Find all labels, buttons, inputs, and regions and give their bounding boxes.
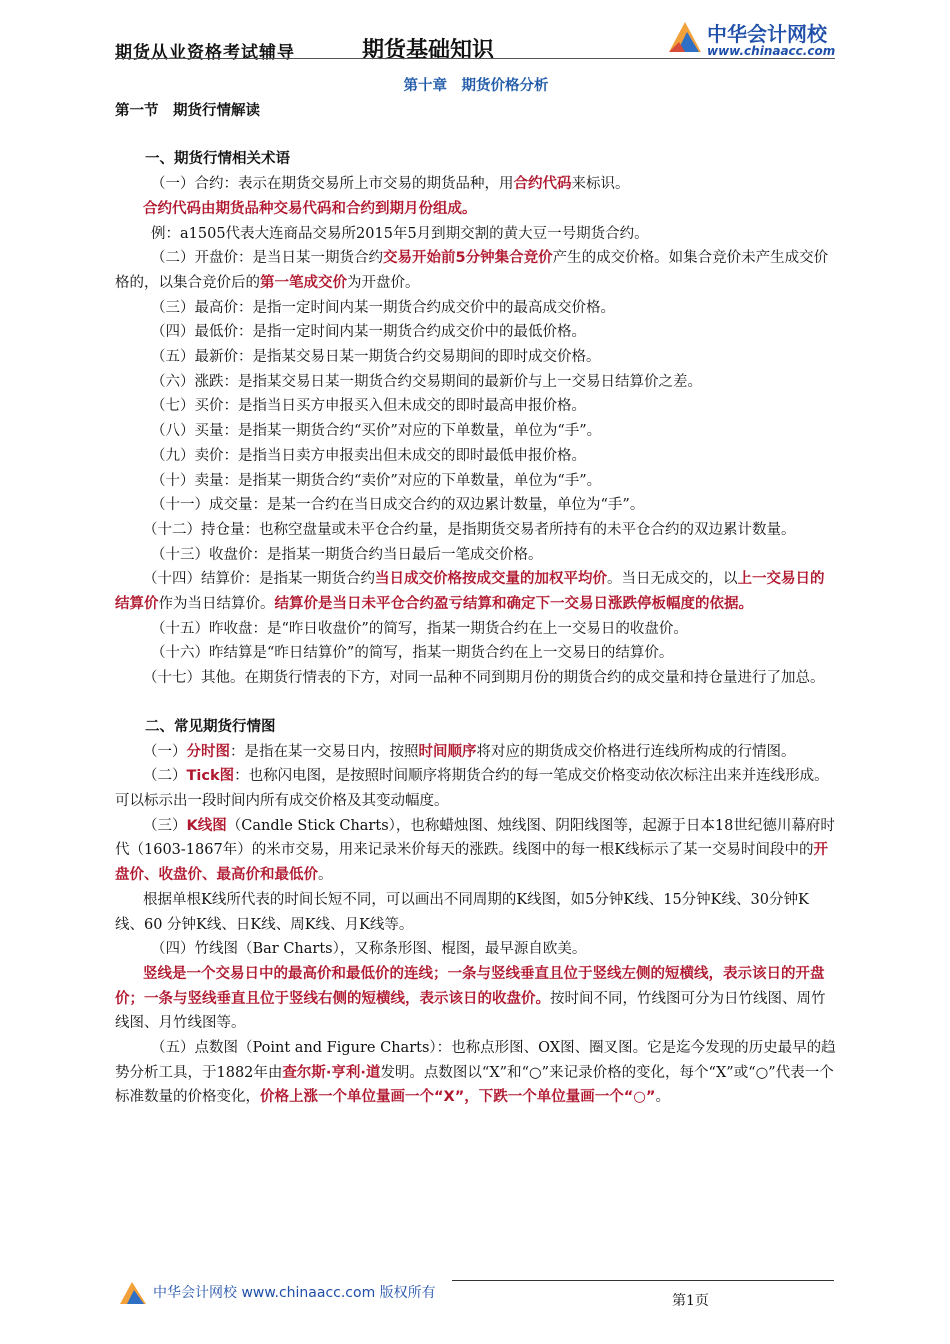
spacer [115, 691, 837, 715]
paragraph: （十一）成交量：是某一合约在当日成交合约的双边累计数量，单位为“手”。 [151, 497, 645, 514]
paragraph: （十三）收盘价：是指某一期货合约当日最后一笔成交价格。 [151, 546, 543, 563]
paragraph: （二）Tick图：也称闪电图，是按照时间顺序将期货合约的每一笔成交价格变动依次标注出来并连线形成。可以标示出一段时间内所有成交价格及其变动幅度。 [115, 768, 829, 809]
page-header [0, 0, 950, 72]
header-center-title: 期货基础知识 [362, 38, 495, 63]
header-divider [115, 58, 835, 59]
page-footer [0, 1270, 950, 1340]
document-body [115, 74, 837, 1110]
paragraph: （十）卖量：是指某一期货合约“卖价”对应的下单数量，单位为“手”。 [151, 472, 602, 489]
paragraph: （九）卖价：是指当日卖方申报卖出但未成交的即时最低申报价格。 [151, 447, 586, 464]
paragraph: （八）买量：是指某一期货合约“买价”对应的下单数量，单位为“手”。 [151, 423, 602, 440]
chapter-title: 第十章 期货价格分析 [403, 78, 549, 94]
part1-heading: 一、期货行情相关术语 [145, 151, 290, 168]
paragraph: （一）合约：表示在期货交易所上市交易的期货品种，用合约代码来标识。 [151, 176, 630, 193]
paragraph: （三）K线图（Candle Stick Charts），也称蜡烛图、烛线图、阴阳线图等，起源于日本18世纪德川幕府时代（1603-1867年）的米市交易，用来记录米价每天的涨跌。线图中的每一根K线标示了某一交易时间段中的开盘价、收盘价、最高价和最低价。 [115, 817, 835, 884]
footer-copyright: 中华会计网校 www.chinaacc.com 版权所有 [153, 1285, 436, 1301]
paragraph: （一）分时图：是指在某一交易日内，按照时间顺序将对应的期货成交价格进行连线所构成的行情图。 [143, 743, 796, 760]
header-left-title: 期货从业资格考试辅导 [115, 43, 295, 63]
paragraph: （七）买价：是指当日买方申报买入但未成交的即时最高申报价格。 [151, 398, 586, 415]
paragraph: （二）开盘价：是当日某一期货合约交易开始前5分钟集合竞价产生的成交价格。如集合竞价未产生成交价格的，以集合竞价后的第一笔成交价为开盘价。 [115, 250, 829, 291]
paragraph: （十四）结算价：是指某一期货合约当日成交价格按成交量的加权平均价。当日无成交的，以上一交易日的结算价作为当日结算价。结算价是当日未平仓合约盈亏结算和确定下一交易日涨跌停板幅度的依据。 [115, 571, 825, 613]
page-number: 第1页 [672, 1293, 709, 1309]
paragraph: 根据单根K线所代表的时间长短不同，可以画出不同周期的K线图，如5分钟K线、15分钟K线、30分钟K线、60 分钟K线、日K线、周K线、月K线等。 [115, 891, 809, 933]
site-logo [665, 16, 845, 62]
paragraph: （五）最新价：是指某交易日某一期货合约交易期间的即时成交价格。 [151, 349, 601, 366]
paragraph: （十五）昨收盘：是“昨日收盘价”的简写，指某一期货合约在上一交易日的收盘价。 [151, 620, 688, 637]
paragraph: （十七）其他。在期货行情表的下方，对同一品种不同到期月份的期货合约的成交量和持仓量进行了加总。 [143, 670, 825, 687]
paragraph: （六）涨跌：是指某交易日某一期货合约交易期间的最新价与上一交易日结算价之差。 [151, 373, 702, 390]
section-title: 第一节 期货行情解读 [115, 102, 260, 119]
paragraph: （四）竹线图（Bar Charts），又称条形图、棍图，最早源自欧美。 [151, 941, 587, 958]
paragraph: （十二）持仓量：也称空盘量或未平仓合约量，是指期货交易者所持有的未平仓合约的双边累计数量。 [143, 521, 796, 538]
footer-logo-icon [118, 1280, 148, 1306]
triangle-logo-icon [665, 18, 705, 58]
paragraph: 竖线是一个交易日中的最高价和最低价的连线；一条与竖线垂直且位于竖线左侧的短横线，表示该日的开盘价；一条与竖线垂直且位于竖线右侧的短横线，表示该日的收盘价。按时间不同，竹线图可分为日竹线图、周竹线图、月竹线图等。 [115, 965, 826, 1032]
logo-url: www.chinaacc.com [707, 44, 836, 58]
paragraph: （五）点数图（Point and Figure Charts）：也称点形图、OX图、圈叉图。它是迄今发现的历史最早的趋势分析工具，于1882年由查尔斯·亨利·道发明。点数图以“X”和“○”来记录价格的变化，每个“X”或“○”代表一个标准数量的价格变化，价格上涨一个单位量画一个“X”，下跌一个单位量画一个“○”。 [115, 1040, 836, 1106]
paragraph: 例：a1505代表大连商品交易所2015年5月到期交割的黄大豆一号期货合约。 [151, 225, 649, 242]
logo-name: 中华会计网校 [707, 22, 827, 46]
paragraph: （十六）昨结算是“昨日结算价”的简写，指某一期货合约在上一交易日的结算价。 [151, 645, 674, 662]
paragraph: （三）最高价：是指一定时间内某一期货合约成交价中的最高成交价格。 [151, 299, 615, 316]
paragraph: 合约代码由期货品种交易代码和合约到期月份组成。 [143, 200, 477, 217]
part2-heading: 二、常见期货行情图 [145, 718, 276, 735]
spacer [115, 123, 837, 147]
footer-divider [452, 1280, 834, 1281]
paragraph: （四）最低价：是指一定时间内某一期货合约成交价中的最低价格。 [151, 324, 586, 341]
